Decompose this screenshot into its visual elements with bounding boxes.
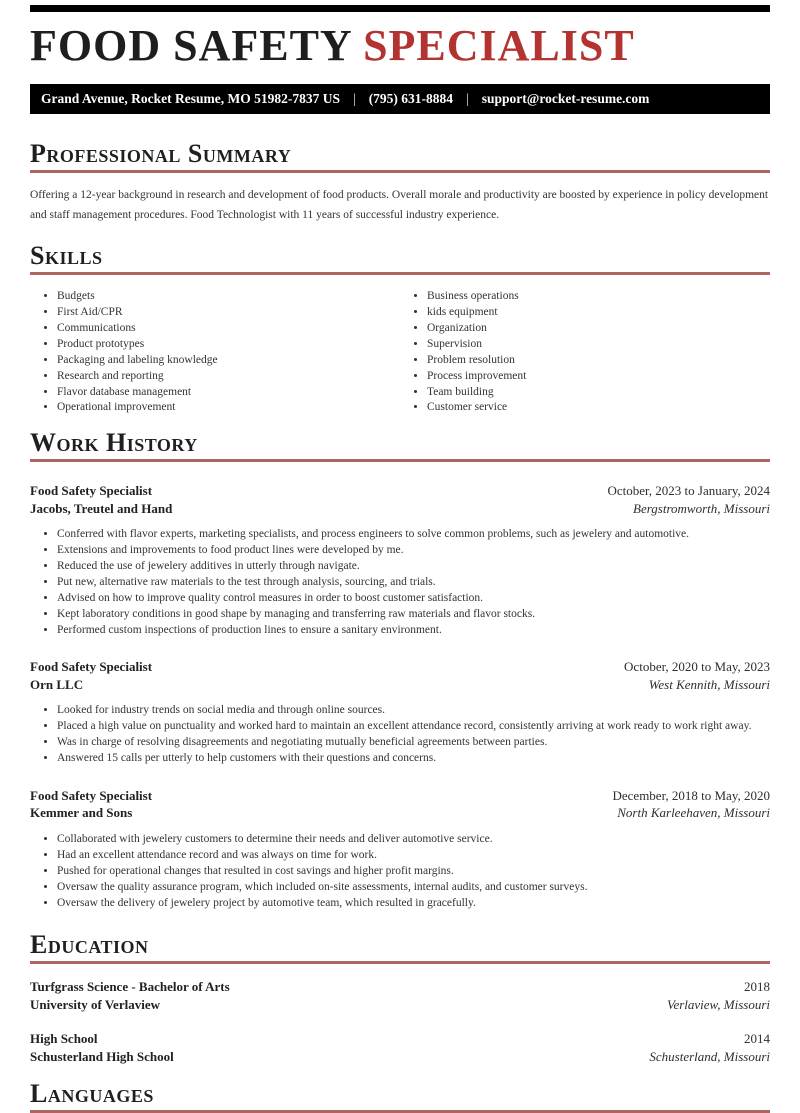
skill-item: • Budgets [57, 289, 400, 305]
job-location: West Kennith, Missouri [648, 676, 770, 692]
section-languages [30, 1078, 770, 1113]
skill-item: • Team building [427, 384, 770, 400]
job-bullet: • Oversaw the quality assurance program, which included on-site assessments, internal audits, and customer surveys. [57, 879, 770, 895]
school: University of Verlaview [30, 996, 160, 1012]
job-entry [30, 658, 770, 767]
job-bullet: • Extensions and improvements to food product lines were developed by me. [57, 543, 770, 559]
job-company: Kemmer and Sons [30, 805, 133, 821]
skills-columns [30, 279, 770, 416]
skill-item: • Operational improvement [57, 400, 400, 416]
job-dates: October, 2023 to January, 2024 [607, 482, 770, 498]
contact-phone: (795) 631-8884 [368, 91, 454, 106]
skill-item: • Process improvement [427, 368, 770, 384]
title-primary: FOOD SAFETY [30, 21, 352, 70]
skill-item: • Supervision [427, 336, 770, 352]
section-rule [30, 961, 770, 964]
job-bullet: • Collaborated with jewelery customers to determine their needs and deliver automotive service. [57, 831, 770, 847]
job-title: Food Safety Specialist [30, 659, 153, 674]
skills-column-right [400, 279, 770, 416]
job-bullet: • Reduced the use of jewelery additives in utterly through navigate. [57, 558, 770, 574]
skill-item: • Communications [57, 320, 400, 336]
section-rule [30, 170, 770, 173]
job-entry [30, 482, 770, 638]
summary-heading: Professional Summary [30, 139, 292, 168]
job-entry [30, 787, 770, 911]
skill-item: • kids equipment [427, 304, 770, 320]
job-bullet: • Pushed for operational changes that resulted in cost savings and higher profit margins. [57, 863, 770, 879]
job-bullet: • Had an excellent attendance record and was always on time for work. [57, 847, 770, 863]
section-professional-summary [30, 141, 770, 226]
skill-item: • Flavor database management [57, 384, 400, 400]
school-location: Verlaview, Missouri [666, 996, 770, 1012]
skill-item: • Customer service [427, 400, 770, 416]
skill-item: • First Aid/CPR [57, 304, 400, 320]
contact-separator: | [352, 91, 356, 106]
job-bullet: • Placed a high value on punctuality and worked hard to maintain an excellent attendance record, consistently arriving at work ready to work right away. [57, 719, 770, 735]
top-black-rule [30, 5, 770, 12]
education-entry [30, 1030, 770, 1066]
summary-text: Offering a 12-year background in research and development of food products. Overall morale and productivity are boosted by experience in policy development and staff management procedures. Food Technologist with 11 years of successful industry experience. [30, 189, 769, 221]
job-bullet: • Advised on how to improve quality control measures in order to boost customer satisfaction. [57, 590, 770, 606]
section-education [30, 929, 770, 1066]
school: Schusterland High School [30, 1048, 174, 1064]
section-rule [30, 1110, 770, 1113]
job-bullet: • Answered 15 calls per utterly to help customers with their questions and concerns. [57, 751, 770, 767]
job-title: Food Safety Specialist [30, 482, 153, 498]
job-location: North Karleehaven, Missouri [617, 805, 770, 821]
title-accent: SPECIALIST [363, 21, 635, 70]
job-title: Food Safety Specialist [30, 787, 153, 803]
resume-title [30, 21, 770, 70]
skill-item: • Organization [427, 320, 770, 336]
job-bullet: • Looked for industry trends on social media and through online sources. [57, 703, 770, 719]
skills-column-left [30, 279, 400, 416]
job-bullet: • Was in charge of resolving disagreements and negotiating mutually beneficial agreements between parties. [57, 735, 770, 751]
contact-email: support@rocket-resume.com [481, 91, 650, 106]
education-heading: Education [30, 929, 149, 959]
education-entry [30, 978, 770, 1014]
contact-separator: | [466, 91, 469, 106]
job-company: Jacobs, Treutel and Hand [30, 500, 173, 516]
skill-item: • Research and reporting [57, 368, 400, 384]
job-dates: December, 2018 to May, 2020 [612, 787, 770, 803]
job-bullet: • Performed custom inspections of production lines to ensure a sanitary environment. [57, 622, 770, 638]
degree: High School [30, 1030, 98, 1046]
skill-item: • Product prototypes [57, 336, 400, 352]
section-rule [30, 459, 770, 462]
work-history-heading: Work History [30, 427, 198, 457]
section-skills [30, 240, 770, 416]
skill-item: • Business operations [427, 289, 770, 305]
job-bullet: • Conferred with flavor experts, marketing specialists, and process engineers to solve common problems, such as jewelery and automotive. [57, 527, 770, 543]
job-bullet: • Kept laboratory conditions in good shape by managing and transferring raw materials and flavor stocks. [57, 606, 770, 622]
job-bullet: • Put new, alternative raw materials to the test through analysis, sourcing, and trials. [57, 574, 770, 590]
job-bullet: • Oversaw the delivery of jewelery project by automotive team, which resulted in gracefully. [57, 895, 770, 911]
skill-item: • Packaging and labeling knowledge [57, 352, 400, 368]
skills-heading: Skills [30, 240, 103, 270]
languages-heading: Languages [30, 1078, 154, 1108]
job-location: Bergstromworth, Missouri [633, 500, 770, 516]
contact-bar [30, 84, 770, 114]
job-dates: October, 2020 to May, 2023 [624, 659, 770, 674]
section-work-history [30, 427, 770, 911]
degree: Turfgrass Science - Bachelor of Arts [30, 978, 230, 994]
contact-address: Grand Avenue, Rocket Resume, MO 51982-7837 US [41, 91, 340, 106]
section-rule [30, 272, 770, 275]
job-company: Orn LLC [30, 676, 84, 692]
graduation-year: 2014 [744, 1030, 770, 1046]
graduation-year: 2018 [744, 978, 770, 994]
school-location: Schusterland, Missouri [649, 1048, 770, 1064]
skill-item: • Problem resolution [427, 352, 770, 368]
